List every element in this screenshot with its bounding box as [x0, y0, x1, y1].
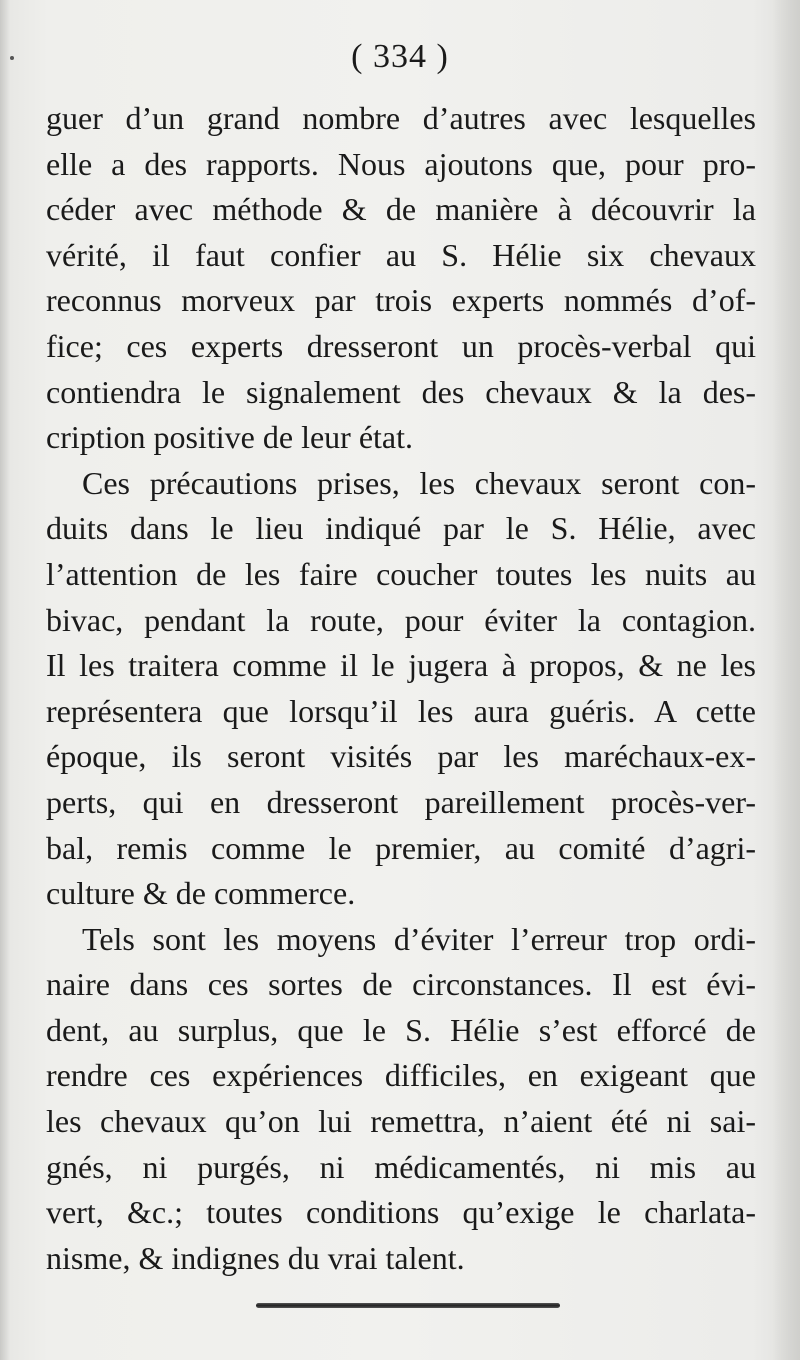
text-line: fice; ces experts dresseront un procès-verbal qui — [46, 327, 756, 364]
page-number: ( 334 ) — [351, 38, 449, 75]
text-line: les chevaux qu’on lui remettra, n’aient été ni sai- — [46, 1103, 756, 1140]
ink-speck — [10, 56, 14, 60]
text-line: perts, qui en dresseront pareillement procès-ver- — [46, 783, 756, 820]
text-line: bal, remis comme le premier, au comité d’agri- — [46, 829, 756, 866]
end-rule — [256, 1303, 560, 1308]
text-line: elle a des rapports. Nous ajoutons que, pour pro- — [46, 145, 756, 182]
text-line: vérité, il faut confier au S. Hélie six chevaux — [46, 236, 756, 273]
text-line: céder avec méthode & de manière à découvrir la — [46, 191, 756, 228]
text-line: naire dans ces sortes de circonstances. Il est évi- — [46, 966, 756, 1003]
text-line: vert, &c.; toutes conditions qu’exige le charlata- — [46, 1194, 756, 1231]
text-line: Tels sont les moyens d’éviter l’erreur trop ordi- — [82, 920, 756, 957]
text-line: rendre ces expériences difficiles, en exigeant que — [46, 1057, 756, 1094]
text-line: époque, ils seront visités par les maréchaux-ex- — [46, 738, 756, 775]
text-line: bivac, pendant la route, pour éviter la contagion. — [46, 601, 756, 638]
text-line: cription positive de leur état. — [46, 419, 413, 456]
text-line: Il les traitera comme il le jugera à propos, & ne les — [46, 647, 756, 684]
text-line: dent, au surplus, que le S. Hélie s’est efforcé de — [46, 1011, 756, 1048]
page-edge-right — [772, 0, 800, 1360]
text-line: duits dans le lieu indiqué par le S. Hélie, avec — [46, 510, 756, 547]
text-line: gnés, ni purgés, ni médicamentés, ni mis au — [46, 1148, 756, 1185]
text-line: contiendra le signalement des chevaux & la des- — [46, 373, 756, 410]
body-text — [46, 96, 756, 1281]
text-line: reconnus morveux par trois experts nommés d’of- — [46, 282, 756, 319]
text-line: l’attention de les faire coucher toutes les nuits au — [46, 555, 756, 592]
text-line: nisme, & indignes du vrai talent. — [46, 1239, 465, 1276]
page-edge-left — [0, 0, 10, 1360]
text-line: culture & de commerce. — [46, 875, 356, 912]
text-line: Ces précautions prises, les chevaux seront con- — [82, 464, 756, 501]
text-line: représentera que lorsqu’il les aura guéris. A cette — [46, 692, 756, 729]
text-line: guer d’un grand nombre d’autres avec lesquelles — [46, 100, 756, 136]
